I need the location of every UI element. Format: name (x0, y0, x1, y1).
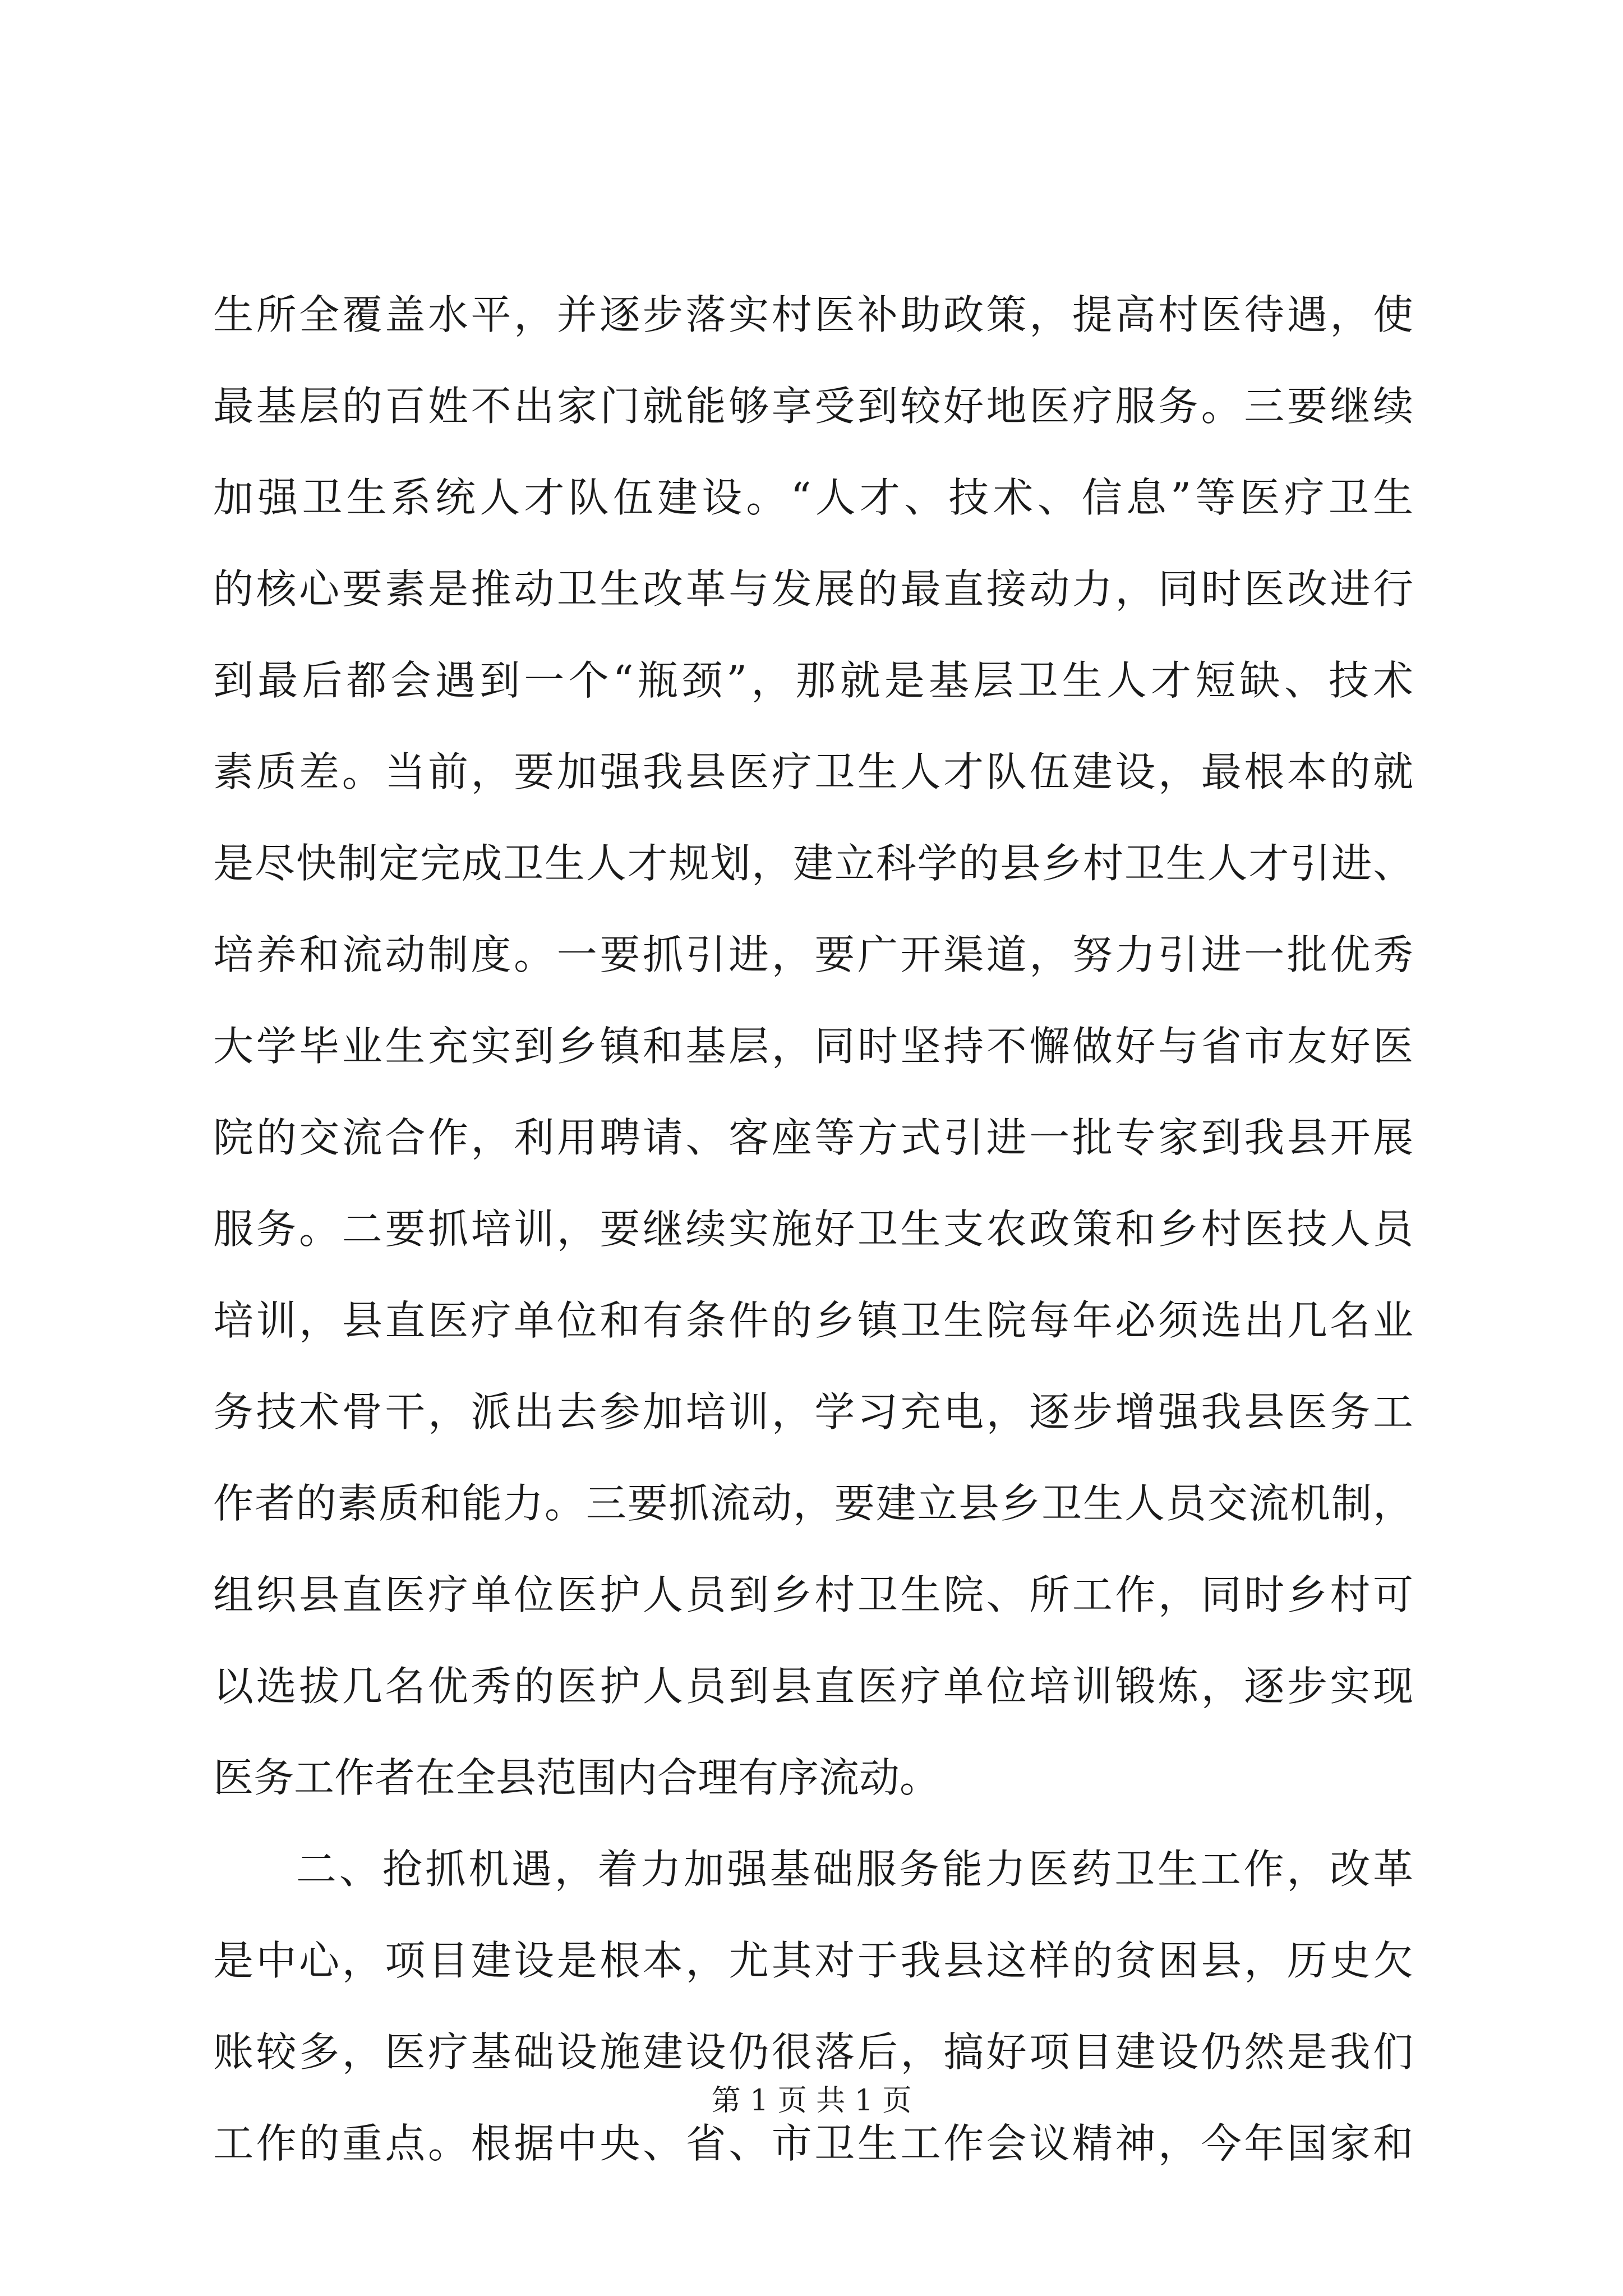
text-line: 作者的素质和能力。三要抓流动，要建立县乡卫生人员交流机制， (213, 1480, 1413, 1527)
text-line: 工作的重点。根据中央、省、市卫生工作会议精神，今年国家和 (213, 2120, 1413, 2167)
text-line: 大学毕业生充实到乡镇和基层，同时坚持不懈做好与省市友好医 (213, 1023, 1413, 1070)
text-line: 加强卫生系统人才队伍建设。“人才、技术、信息”等医疗卫生 (213, 474, 1413, 521)
text-line: 的核心要素是推动卫生改革与发展的最直接动力，同时医改进行 (213, 565, 1413, 613)
text-line: 到最后都会遇到一个“瓶颈”，那就是基层卫生人才短缺、技术 (213, 657, 1413, 704)
page-footer: 第 1 页 共 1 页 (711, 2084, 912, 2118)
text-line: 是尽快制定完成卫生人才规划，建立科学的县乡村卫生人才引进、 (213, 840, 1413, 887)
text-line: 组织县直医疗单位医护人员到乡村卫生院、所工作，同时乡村可 (213, 1571, 1413, 1618)
text-line: 培训，县直医疗单位和有条件的乡镇卫生院每年必须选出几名业 (213, 1297, 1413, 1344)
body-text (213, 269, 1413, 2189)
text-line: 以选拔几名优秀的医护人员到县直医疗单位培训锻炼，逐步实现 (213, 1663, 1413, 1710)
text-line: 账较多，医疗基础设施建设仍很落后，搞好项目建设仍然是我们 (213, 2028, 1413, 2076)
text-line: 服务。二要抓培训，要继续实施好卫生支农政策和乡村医技人员 (213, 1205, 1413, 1253)
text-line: 培养和流动制度。一要抓引进，要广开渠道，努力引进一批优秀 (213, 931, 1413, 978)
text-line: 是中心，项目建设是根本，尤其对于我县这样的贫困县，历史欠 (213, 1937, 1413, 1984)
text-line: 务技术骨干，派出去参加培训，学习充电，逐步增强我县医务工 (213, 1388, 1413, 1435)
text-line: 院的交流合作，利用聘请、客座等方式引进一批专家到我县开展 (213, 1114, 1413, 1161)
text-line: 生所全覆盖水平，并逐步落实村医补助政策，提高村医待遇，使 (213, 291, 1413, 338)
paragraph-end-line: 医务工作者在全县范围内合理有序流动。 (213, 1754, 940, 1801)
text-line: 素质差。当前，要加强我县医疗卫生人才队伍建设，最根本的就 (213, 748, 1413, 795)
text-line: 最基层的百姓不出家门就能够享受到较好地医疗服务。三要继续 (213, 383, 1413, 430)
section-heading-line: 二、抢抓机遇，着力加强基础服务能力医药卫生工作，改革 (296, 1846, 1413, 1893)
